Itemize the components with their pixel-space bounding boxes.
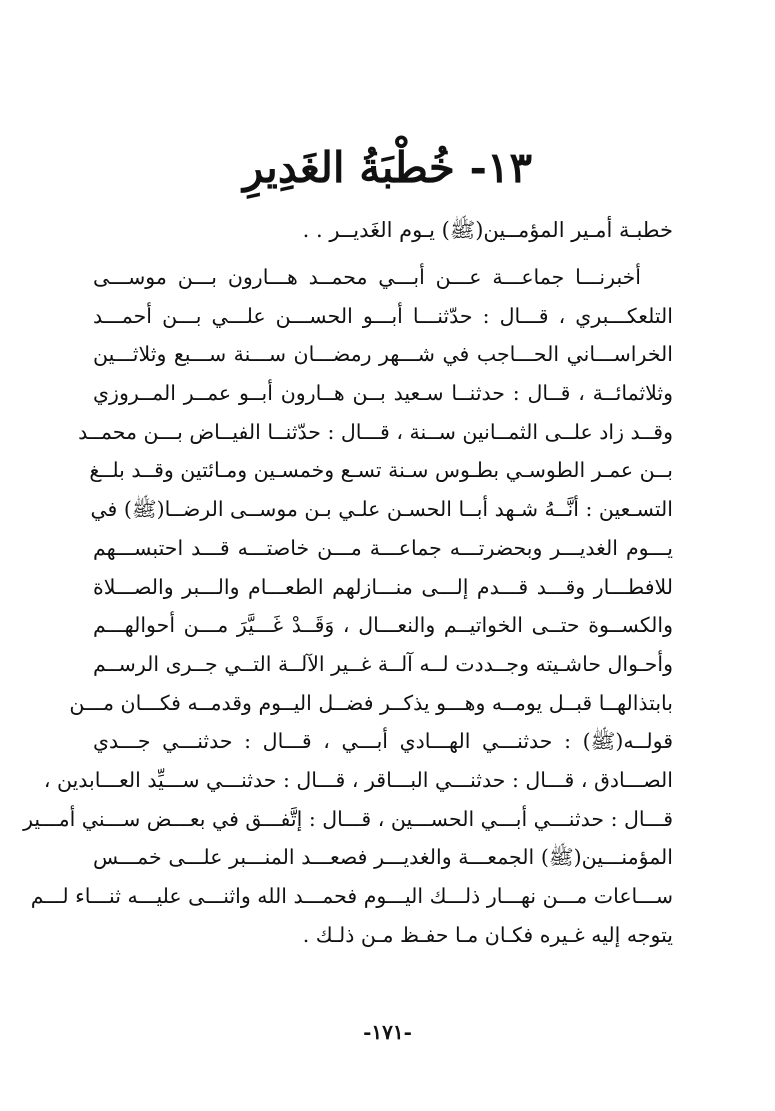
text-line: وأحـوال حاشـيته وجــددت لــه آلــة غــير الآلــة التــي جــرى الرســم <box>93 651 673 676</box>
text-line: يـــوم الغديـــر وبحضرتـــه جماعـــة مـــن خاصتـــه قـــد احتبســـهم <box>93 535 673 560</box>
page-number: -١٧١- <box>363 1020 412 1044</box>
text-line: وقــد زاد علــى الثمــانين ســنة ، قـــال : حدّثنــا الفيــاض بـــن محمــد <box>78 419 673 444</box>
text-line: الصـــادق ، قـــال : حدثنـــي البـــاقر ، قـــال : حدثنـــي ســـيِّد العـــابدين ، <box>43 767 673 792</box>
text-line: الخراســـاني الحـــاجب في شـــهر رمضـــان ســـنة ســـبع وثلاثـــين <box>93 342 673 367</box>
text-line: للافطـــار وقـــد قـــدم إلـــى منـــازلهم الطعـــام والـــبر والصـــلاة <box>93 574 673 599</box>
chapter-title: ١٣- خُطْبَةُ الغَدِيرِ <box>242 143 533 192</box>
text-line: قـــال : حدثنـــي أبـــي الحســـين ، قـــال : إتَّفـــق في بعـــض ســـني أمـــير <box>23 806 673 831</box>
text-line: قولــه(ﷺ) : حدثنـــي الهـــادي أبـــي ، قـــال : حدثنـــي جـــدي <box>93 729 673 754</box>
text-line: بابتذالهــا قبــل يومــه وهـــو يذكــر فضــل اليــوم وقدمــه فكـــان مـــن <box>69 690 673 715</box>
text-line: يتوجه إليه غـيره فكـان مـا حفـظ مـن ذلـك . <box>302 922 673 947</box>
text-line: وثلاثمائــة ، قــال : حدثنــا سـعيد بــن هــارون أبــو عمــر المــروزي <box>93 381 673 406</box>
body-text <box>23 258 673 954</box>
text-line: بــن عمـر الطوسـي بطـوس سـنة تسـع وخمسـين ومـائتين وقــد بلــغ <box>89 458 673 483</box>
text-line: ســـاعات مـــن نهـــار ذلـــك اليـــوم فحمـــد الله واثنـــى عليـــه ثنـــاء لـــم <box>30 884 673 908</box>
text-line: المؤمنـــين(ﷺ) الجمعـــة والغديـــر فصعـــد المنـــبر علـــى خمـــس <box>93 845 673 870</box>
text-line: التلعكـــبري ، قـــال : حدّثنـــا أبـــو الحســـن علـــي بـــن أحمـــد <box>93 303 673 328</box>
text-line: والكســوة حتــى الخواتيــم والنعـــال ، وَقَــدْ غَـــيَّرَ مـــن أحوالهـــم <box>93 613 673 638</box>
text-line: أخبرنـــا جماعـــة عـــن أبـــي محمــد هـــارون بـــن موســـى <box>93 265 641 289</box>
text-line: التسـعين : أنَّــهُ شـهد أبــا الحسـن علـي بـن موســى الرضــا(ﷺ) في <box>90 497 673 522</box>
chapter-subtitle: خطبـة أمـير المؤمــين(ﷺ) يـوم الغَديــر . . <box>302 218 673 242</box>
